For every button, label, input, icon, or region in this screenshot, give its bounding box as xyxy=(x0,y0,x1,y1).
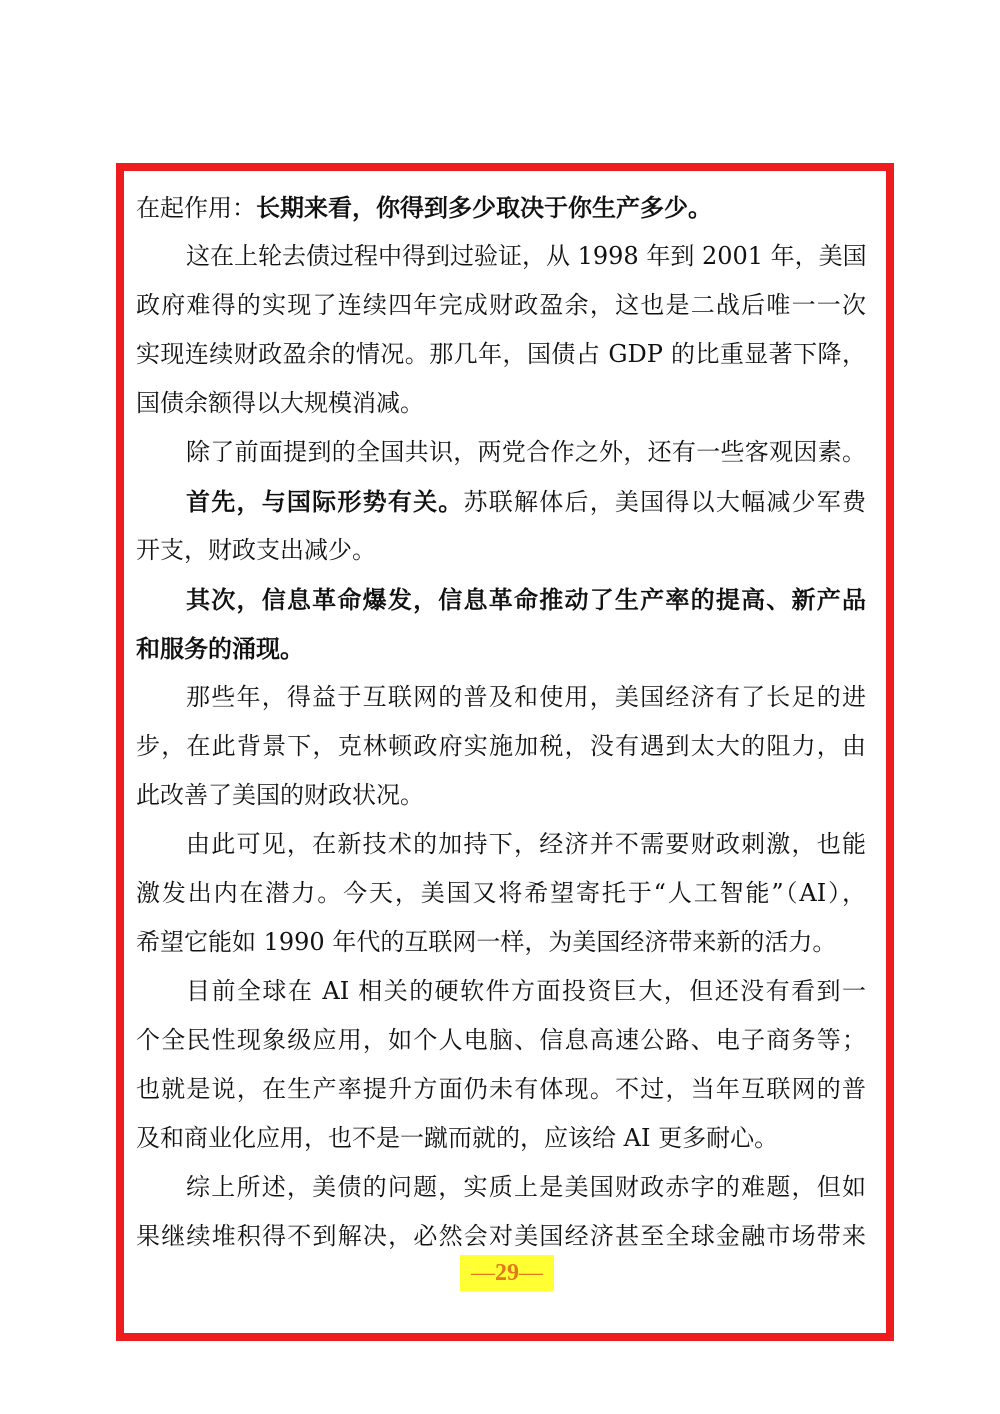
text-line: 及和商业化应用，也不是一蹴而就的，应该给 AI 更多耐心。 xyxy=(136,1124,779,1152)
text-line: 开支，财政支出减少。 xyxy=(136,536,376,564)
text-line: 综上所述，美债的问题，实质上是美国财政赤字的难题，但如 xyxy=(186,1173,866,1201)
bold-text-run: 长期来看，你得到多少取决于你生产多少。 xyxy=(256,193,712,222)
body-text xyxy=(136,183,866,1261)
text-run: 苏联解体后，美国得以大幅减少军费 xyxy=(463,488,867,516)
page-number-dash-left: — xyxy=(471,1260,495,1286)
text-line: 国债余额得以大规模消减。 xyxy=(136,389,424,417)
text-line xyxy=(136,183,866,232)
text-line: 个全民性现象级应用，如个人电脑、信息高速公路、电子商务等； xyxy=(136,1026,866,1054)
page-number-dash-right: — xyxy=(519,1260,543,1286)
text-line: 激发出内在潜力。今天，美国又将希望寄托于“人工智能”（AI）， xyxy=(136,879,866,907)
bold-text-line: 其次，信息革命爆发，信息革命推动了生产率的提高、新产品 xyxy=(186,585,866,614)
text-line: 步，在此背景下，克林顿政府实施加税，没有遇到太大的阻力，由 xyxy=(136,732,866,760)
text-line: 希望它能如 1990 年代的互联网一样，为美国经济带来新的活力。 xyxy=(136,928,837,956)
text-line: 此改善了美国的财政状况。 xyxy=(136,781,424,809)
text-line: 果继续堆积得不到解决，必然会对美国经济甚至全球金融市场带来 xyxy=(136,1222,866,1250)
page-number-value: 29 xyxy=(495,1260,519,1286)
text-run: 在起作用： xyxy=(136,194,256,222)
bold-text-line: 和服务的涌现。 xyxy=(136,634,304,663)
bold-text-run: 首先，与国际形势有关。 xyxy=(186,487,464,516)
page-frame xyxy=(116,163,894,1341)
text-line: 这在上轮去债过程中得到过验证，从 1998 年到 2001 年，美国 xyxy=(186,242,867,270)
text-line: 目前全球在 AI 相关的硬软件方面投资巨大，但还没有看到一 xyxy=(186,977,866,1005)
text-line: 实现连续财政盈余的情况。那几年，国债占 GDP 的比重显著下降， xyxy=(136,340,866,368)
text-line: 除了前面提到的全国共识，两党合作之外，还有一些客观因素。 xyxy=(186,438,866,466)
text-line: 也就是说，在生产率提升方面仍未有体现。不过，当年互联网的普 xyxy=(136,1075,866,1103)
page-number xyxy=(460,1255,554,1291)
text-line xyxy=(136,477,866,526)
text-line: 那些年，得益于互联网的普及和使用，美国经济有了长足的进 xyxy=(186,683,866,711)
text-line: 政府难得的实现了连续四年完成财政盈余，这也是二战后唯一一次 xyxy=(136,291,866,319)
text-line: 由此可见，在新技术的加持下，经济并不需要财政刺激，也能 xyxy=(186,830,866,858)
